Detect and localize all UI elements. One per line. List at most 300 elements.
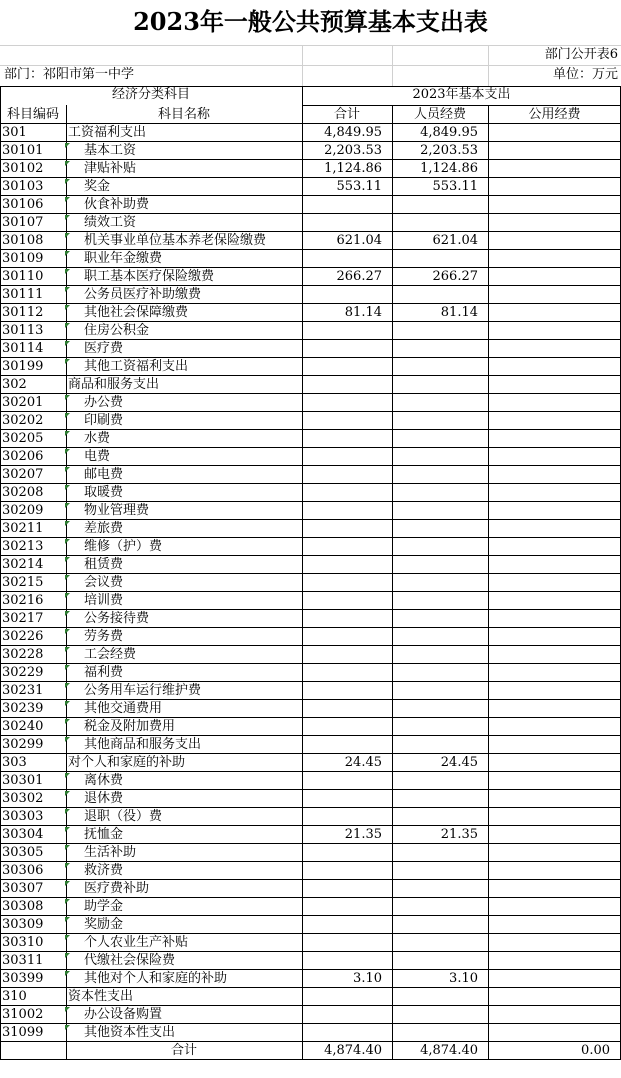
row-public (488, 574, 610, 592)
row-public (488, 142, 610, 160)
row-code: 30310 (2, 935, 44, 950)
cell-marker-icon (65, 647, 70, 652)
row-personnel (392, 466, 478, 484)
row-name: 其他工资福利支出 (84, 359, 189, 374)
row-public (488, 844, 610, 862)
table-row (0, 214, 621, 232)
row-personnel (392, 340, 478, 358)
row-personnel (392, 520, 478, 538)
row-name: 离休费 (84, 773, 124, 788)
row-total (302, 1006, 382, 1024)
cell-marker-icon (65, 953, 70, 958)
row-total (302, 376, 382, 394)
row-public (488, 646, 610, 664)
row-code: 30112 (2, 305, 44, 320)
cell-marker-icon (65, 737, 70, 742)
table-row (0, 934, 621, 952)
row-public (488, 214, 610, 232)
cell-marker-icon (65, 809, 70, 814)
table-row (0, 916, 621, 934)
table-row (0, 970, 621, 988)
row-personnel: 81.14 (440, 305, 478, 320)
cell-marker-icon (65, 539, 70, 544)
row-public (488, 592, 610, 610)
row-name: 印刷费 (84, 413, 124, 428)
row-personnel (392, 538, 478, 556)
footer-total-row (0, 1042, 621, 1060)
row-total: 4,849.95 (324, 125, 382, 140)
row-code: 31002 (2, 1007, 44, 1022)
cell-marker-icon (65, 359, 70, 364)
row-public (488, 988, 610, 1006)
row-name: 退休费 (84, 791, 124, 806)
table-row (0, 826, 621, 844)
row-public (488, 430, 610, 448)
row-name: 机关事业单位基本养老保险缴费 (84, 233, 267, 248)
row-total (302, 448, 382, 466)
table-row (0, 1006, 621, 1024)
row-personnel (392, 646, 478, 664)
meta-row (0, 66, 621, 84)
row-name: 公务接待费 (84, 611, 150, 626)
table-row (0, 754, 621, 772)
row-personnel (392, 592, 478, 610)
row-name: 商品和服务支出 (68, 377, 160, 392)
row-code: 303 (2, 755, 27, 770)
row-personnel (392, 844, 478, 862)
row-personnel: 2,203.53 (420, 143, 478, 158)
row-public (488, 268, 610, 286)
row-total (302, 484, 382, 502)
row-total (302, 592, 382, 610)
row-total (302, 358, 382, 376)
row-total (302, 394, 382, 412)
row-code: 30308 (2, 899, 44, 914)
row-code: 30217 (2, 611, 44, 626)
row-personnel (392, 484, 478, 502)
row-name: 邮电费 (84, 467, 124, 482)
row-personnel: 1,124.86 (420, 161, 478, 176)
row-name: 其他商品和服务支出 (84, 737, 202, 752)
table-row (0, 160, 621, 178)
cell-marker-icon (65, 827, 70, 832)
table-row (0, 718, 621, 736)
row-name: 伙食补助费 (84, 197, 150, 212)
row-total (302, 520, 382, 538)
row-code: 30306 (2, 863, 44, 878)
row-code: 30199 (2, 359, 44, 374)
cell-marker-icon (65, 1025, 70, 1030)
cell-marker-icon (65, 629, 70, 634)
row-total (302, 538, 382, 556)
cell-marker-icon (65, 611, 70, 616)
row-total (302, 610, 382, 628)
cell-marker-icon (65, 215, 70, 220)
table-row (0, 808, 621, 826)
row-name: 救济费 (84, 863, 124, 878)
row-total (302, 412, 382, 430)
row-code: 30231 (2, 683, 44, 698)
cell-marker-icon (65, 287, 70, 292)
table-row (0, 448, 621, 466)
footer-personnel: 4,874.40 (420, 1043, 478, 1058)
row-public (488, 772, 610, 790)
row-personnel (392, 988, 478, 1006)
table-row (0, 610, 621, 628)
row-code: 30102 (2, 161, 44, 176)
row-code: 30301 (2, 773, 44, 788)
row-public (488, 898, 610, 916)
row-name: 退职（役）费 (84, 809, 163, 824)
cell-marker-icon (65, 341, 70, 346)
row-personnel (392, 718, 478, 736)
header-name: 科目名称 (157, 107, 210, 122)
row-personnel (392, 772, 478, 790)
header-total: 合计 (333, 107, 360, 122)
row-code: 30108 (2, 233, 44, 248)
row-name: 职业年金缴费 (84, 251, 163, 266)
row-public (488, 394, 610, 412)
row-total (302, 214, 382, 232)
row-total: 621.04 (336, 233, 382, 248)
table-row (0, 322, 621, 340)
row-name: 资本性支出 (68, 989, 134, 1004)
row-public (488, 250, 610, 268)
row-name: 医疗费 (84, 341, 124, 356)
row-public (488, 466, 610, 484)
row-code: 30209 (2, 503, 44, 518)
row-name: 个人农业生产补贴 (84, 935, 189, 950)
row-code: 30214 (2, 557, 44, 572)
row-total (302, 988, 382, 1006)
row-name: 办公设备购置 (84, 1007, 163, 1022)
row-public (488, 826, 610, 844)
cell-marker-icon (65, 161, 70, 166)
row-code: 30208 (2, 485, 44, 500)
header-personnel: 人员经费 (413, 107, 466, 122)
cell-marker-icon (65, 269, 70, 274)
row-public (488, 700, 610, 718)
cell-marker-icon (65, 683, 70, 688)
table-row (0, 178, 621, 196)
cell-marker-icon (65, 413, 70, 418)
cell-marker-icon (65, 917, 70, 922)
row-public (488, 520, 610, 538)
cell-marker-icon (65, 179, 70, 184)
cell-marker-icon (65, 251, 70, 256)
row-name: 办公费 (84, 395, 124, 410)
table-row (0, 682, 621, 700)
table-row (0, 394, 621, 412)
row-code: 30211 (2, 521, 44, 536)
row-personnel: 553.11 (432, 179, 478, 194)
row-total (302, 646, 382, 664)
row-name: 奖励金 (84, 917, 124, 932)
row-total (302, 898, 382, 916)
row-name: 基本工资 (84, 143, 137, 158)
table-row (0, 772, 621, 790)
table-row (0, 1024, 621, 1042)
row-public (488, 304, 610, 322)
row-personnel: 24.45 (440, 755, 478, 770)
row-public (488, 340, 610, 358)
row-total (302, 430, 382, 448)
row-public (488, 664, 610, 682)
header-public: 公用经费 (528, 107, 581, 122)
row-code: 30303 (2, 809, 44, 824)
row-code: 30240 (2, 719, 44, 734)
row-name: 津贴补贴 (84, 161, 137, 176)
row-total: 3.10 (353, 971, 382, 986)
table-row (0, 466, 621, 484)
table-row (0, 574, 621, 592)
row-public (488, 628, 610, 646)
row-total (302, 574, 382, 592)
row-personnel (392, 196, 478, 214)
cell-marker-icon (65, 881, 70, 886)
row-code: 31099 (2, 1025, 44, 1040)
row-code: 30399 (2, 971, 44, 986)
row-personnel (392, 628, 478, 646)
row-code: 30216 (2, 593, 44, 608)
table-row (0, 952, 621, 970)
row-total (302, 952, 382, 970)
row-personnel (392, 448, 478, 466)
row-public (488, 502, 610, 520)
row-public (488, 178, 610, 196)
table-row (0, 520, 621, 538)
row-personnel (392, 664, 478, 682)
row-code: 302 (2, 377, 27, 392)
row-name: 其他社会保障缴费 (84, 305, 189, 320)
row-total: 266.27 (336, 269, 382, 284)
row-public (488, 448, 610, 466)
row-code: 30201 (2, 395, 44, 410)
row-personnel (392, 790, 478, 808)
cell-marker-icon (65, 197, 70, 202)
header-basic-expenditure: 2023年基本支出 (412, 87, 511, 102)
row-personnel (392, 412, 478, 430)
row-name: 培训费 (84, 593, 124, 608)
row-name: 水费 (84, 431, 111, 446)
row-total (302, 862, 382, 880)
row-name: 对个人和家庭的补助 (68, 755, 186, 770)
cell-marker-icon (65, 845, 70, 850)
row-name: 福利费 (84, 665, 124, 680)
cell-marker-icon (65, 395, 70, 400)
row-name: 生活补助 (84, 845, 137, 860)
table-row (0, 790, 621, 808)
cell-marker-icon (65, 1007, 70, 1012)
row-public (488, 754, 610, 772)
row-total (302, 466, 382, 484)
row-personnel: 621.04 (432, 233, 478, 248)
row-total (302, 628, 382, 646)
table-row (0, 646, 621, 664)
row-code: 30111 (2, 287, 44, 302)
row-name: 税金及附加费用 (84, 719, 176, 734)
table-row (0, 592, 621, 610)
row-public (488, 952, 610, 970)
table-row (0, 898, 621, 916)
row-name: 其他资本性支出 (84, 1025, 176, 1040)
row-code: 30101 (2, 143, 44, 158)
row-name: 物业管理费 (84, 503, 150, 518)
cell-marker-icon (65, 863, 70, 868)
row-name: 劳务费 (84, 629, 124, 644)
row-total (302, 1024, 382, 1042)
table-row (0, 484, 621, 502)
row-public (488, 376, 610, 394)
row-code: 30205 (2, 431, 44, 446)
row-code: 30304 (2, 827, 44, 842)
row-personnel: 3.10 (449, 971, 478, 986)
row-public (488, 322, 610, 340)
row-code: 30207 (2, 467, 44, 482)
row-name: 公务用车运行维护费 (84, 683, 202, 698)
cell-marker-icon (65, 701, 70, 706)
row-public (488, 808, 610, 826)
cell-marker-icon (65, 431, 70, 436)
row-public (488, 1006, 610, 1024)
row-personnel (392, 1024, 478, 1042)
row-personnel (392, 376, 478, 394)
row-personnel (392, 556, 478, 574)
row-personnel (392, 610, 478, 628)
row-personnel (392, 1006, 478, 1024)
row-personnel (392, 916, 478, 934)
row-public (488, 160, 610, 178)
row-name: 绩效工资 (84, 215, 137, 230)
row-personnel (392, 862, 478, 880)
table-row (0, 700, 621, 718)
table-row (0, 268, 621, 286)
unit-label: 单位：万元 (552, 67, 618, 82)
cell-marker-icon (65, 323, 70, 328)
row-name: 会议费 (84, 575, 124, 590)
row-code: 30202 (2, 413, 44, 428)
row-personnel (392, 574, 478, 592)
row-personnel (392, 322, 478, 340)
row-total (302, 250, 382, 268)
row-total (302, 664, 382, 682)
row-name: 取暖费 (84, 485, 124, 500)
row-public (488, 1024, 610, 1042)
table-row (0, 376, 621, 394)
table-row (0, 286, 621, 304)
row-total (302, 556, 382, 574)
table-row (0, 988, 621, 1006)
row-personnel (392, 250, 478, 268)
row-personnel: 21.35 (440, 827, 478, 842)
cell-marker-icon (65, 143, 70, 148)
row-personnel (392, 214, 478, 232)
row-code: 30109 (2, 251, 44, 266)
row-total (302, 736, 382, 754)
row-code: 30213 (2, 539, 44, 554)
row-personnel (392, 502, 478, 520)
row-name: 租赁费 (84, 557, 124, 572)
table-row (0, 862, 621, 880)
row-public (488, 358, 610, 376)
row-personnel (392, 430, 478, 448)
row-personnel: 266.27 (432, 269, 478, 284)
row-name: 助学金 (84, 899, 124, 914)
row-total (302, 700, 382, 718)
row-public (488, 880, 610, 898)
row-personnel (392, 952, 478, 970)
row-personnel (392, 394, 478, 412)
row-personnel (392, 880, 478, 898)
row-code: 30239 (2, 701, 44, 716)
header-economic-class: 经济分类科目 (111, 87, 190, 102)
table-row (0, 736, 621, 754)
row-code: 30311 (2, 953, 44, 968)
table-row (0, 232, 621, 250)
table-row (0, 556, 621, 574)
table-row (0, 502, 621, 520)
row-personnel (392, 700, 478, 718)
row-public (488, 934, 610, 952)
cell-marker-icon (65, 665, 70, 670)
row-code: 30113 (2, 323, 44, 338)
row-code: 30305 (2, 845, 44, 860)
row-public (488, 916, 610, 934)
row-code: 30309 (2, 917, 44, 932)
row-total (302, 340, 382, 358)
row-code: 310 (2, 989, 27, 1004)
row-total (302, 196, 382, 214)
row-public (488, 412, 610, 430)
row-total: 1,124.86 (324, 161, 382, 176)
row-public (488, 682, 610, 700)
cell-marker-icon (65, 557, 70, 562)
row-name: 其他交通费用 (84, 701, 163, 716)
header-code: 科目编码 (6, 107, 59, 122)
table-row (0, 844, 621, 862)
row-total (302, 772, 382, 790)
row-code: 30226 (2, 629, 44, 644)
row-code: 30103 (2, 179, 44, 194)
table-row (0, 340, 621, 358)
row-total: 21.35 (344, 827, 382, 842)
cell-marker-icon (65, 791, 70, 796)
cell-marker-icon (65, 467, 70, 472)
header-columns-row (0, 106, 621, 124)
row-total (302, 934, 382, 952)
table-row (0, 880, 621, 898)
row-personnel (392, 808, 478, 826)
cell-marker-icon (65, 485, 70, 490)
cell-marker-icon (65, 935, 70, 940)
row-code: 30229 (2, 665, 44, 680)
table-row (0, 304, 621, 322)
row-public (488, 862, 610, 880)
row-name: 奖金 (84, 179, 111, 194)
row-total (302, 790, 382, 808)
row-name: 抚恤金 (84, 827, 124, 842)
table-row (0, 196, 621, 214)
row-public (488, 196, 610, 214)
cell-marker-icon (65, 233, 70, 238)
table-row (0, 430, 621, 448)
row-name: 代缴社会保险费 (84, 953, 176, 968)
row-total (302, 682, 382, 700)
row-personnel: 4,849.95 (420, 125, 478, 140)
row-public (488, 484, 610, 502)
row-name: 工会经费 (84, 647, 137, 662)
row-total: 81.14 (344, 305, 382, 320)
